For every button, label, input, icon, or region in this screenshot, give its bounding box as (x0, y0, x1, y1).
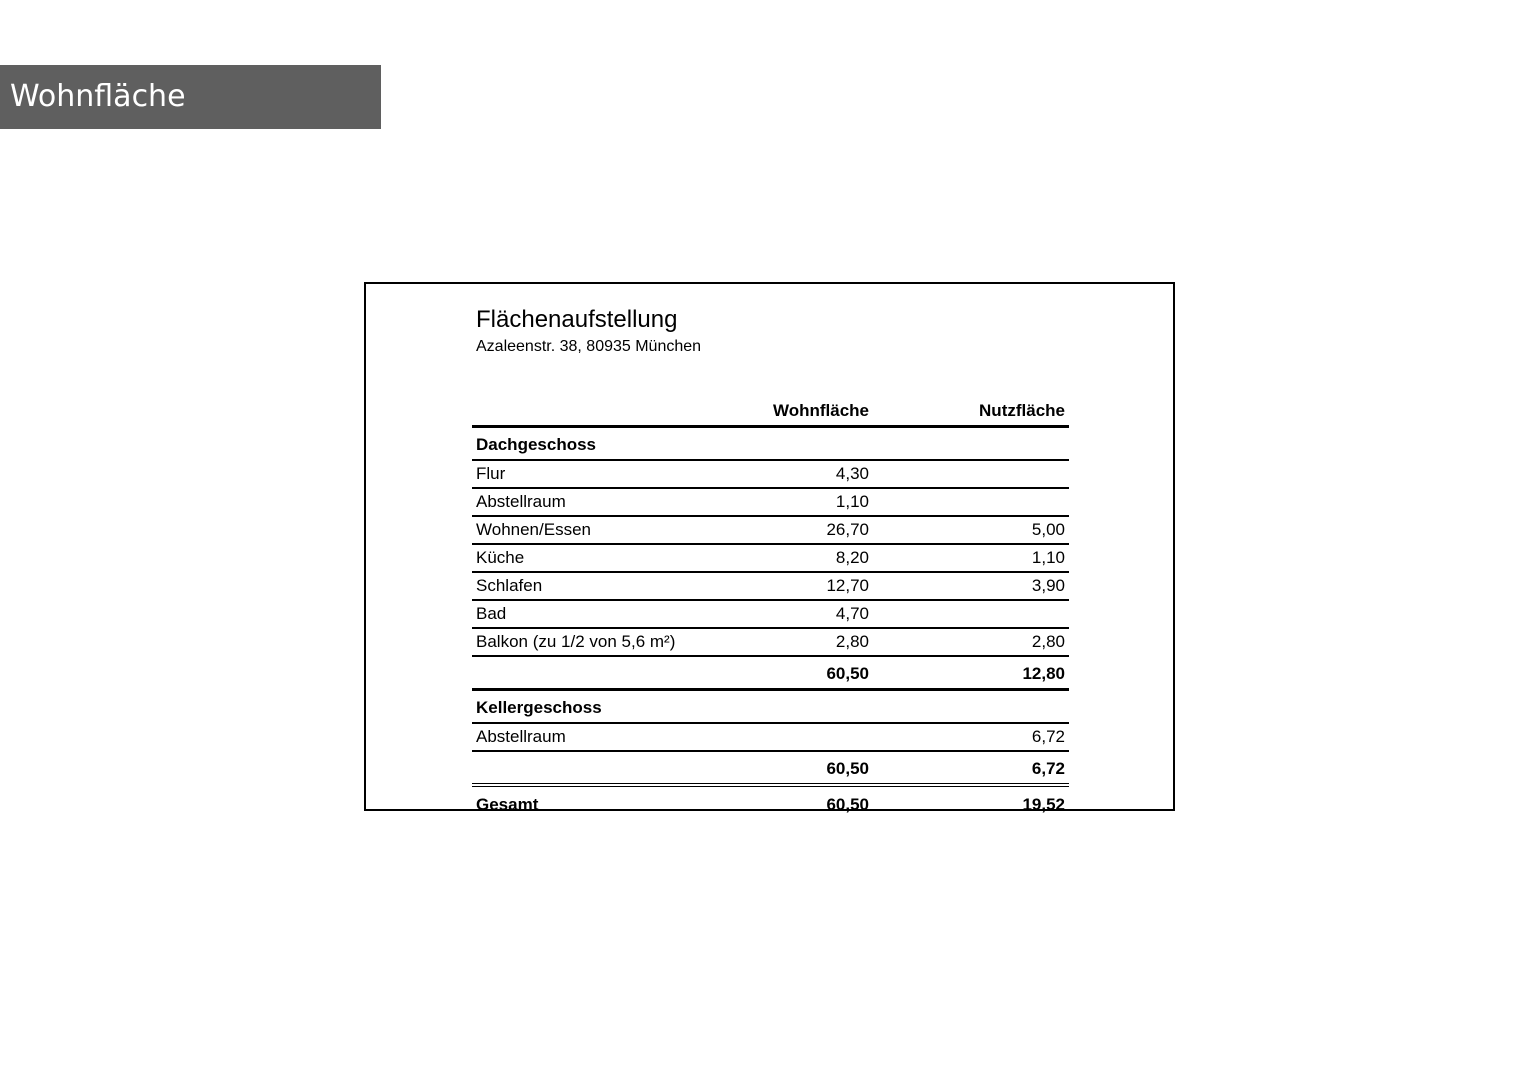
table-row (472, 489, 1069, 517)
table-row (472, 629, 1069, 657)
document-address: Azaleenstr. 38, 80935 München (476, 338, 702, 355)
section-label: Dachgeschoss (476, 435, 596, 454)
wohnflaeche-value: 26,70 (826, 520, 869, 539)
column-header-wohnflaeche: Wohnfläche (772, 401, 869, 420)
table-row (472, 461, 1069, 489)
room-label: Balkon (zu 1/2 von 5,6 m²) (476, 632, 676, 651)
table-header-row (472, 397, 1069, 428)
room-label: Abstellraum (476, 492, 566, 511)
wohnflaeche-value: 4,70 (835, 604, 869, 623)
section-heading-dachgeschoss (472, 428, 1069, 461)
room-label: Flur (476, 464, 506, 483)
total-label: Gesamt (476, 795, 539, 814)
wohnflaeche-value: 2,80 (835, 632, 869, 651)
wohnflaeche-value: 4,30 (835, 464, 869, 483)
subtotal-row-kellergeschoss (472, 752, 1069, 787)
area-table (472, 397, 1069, 817)
room-label: Küche (476, 548, 525, 567)
table-row (472, 545, 1069, 573)
total-wohnflaeche: 60,50 (826, 795, 869, 814)
section-label: Kellergeschoss (476, 698, 602, 717)
nutzflaeche-value: 3,90 (1031, 576, 1065, 595)
wohnflaeche-value: 8,20 (835, 548, 869, 567)
table-row (472, 517, 1069, 545)
nutzflaeche-value: 1,10 (1031, 548, 1065, 567)
section-heading-kellergeschoss (472, 691, 1069, 724)
subtotal-wohnflaeche: 60,50 (826, 664, 869, 683)
subtotal-nutzflaeche: 6,72 (1031, 759, 1065, 778)
total-nutzflaeche: 19,52 (1022, 795, 1065, 814)
room-label: Wohnen/Essen (476, 520, 591, 539)
wohnflaeche-value: 12,70 (826, 576, 869, 595)
document-title: Flächenaufstellung (476, 306, 678, 333)
nutzflaeche-value: 6,72 (1031, 727, 1065, 746)
table-row (472, 601, 1069, 629)
room-label: Abstellraum (476, 727, 566, 746)
column-header-nutzflaeche: Nutzfläche (979, 401, 1065, 420)
wohnflaeche-value: 1,10 (835, 492, 869, 511)
nutzflaeche-value: 5,00 (1031, 520, 1065, 539)
room-label: Schlafen (476, 576, 543, 595)
page-title: Wohnfläche (10, 79, 186, 114)
nutzflaeche-value: 2,80 (1031, 632, 1065, 651)
table-row (472, 573, 1069, 601)
subtotal-wohnflaeche: 60,50 (826, 759, 869, 778)
room-label: Bad (476, 604, 507, 623)
table-row (472, 724, 1069, 752)
subtotal-nutzflaeche: 12,80 (1022, 664, 1065, 683)
subtotal-row-dachgeschoss (472, 657, 1069, 691)
page-title-banner (0, 65, 381, 129)
document-frame (364, 282, 1175, 814)
total-row (472, 787, 1069, 817)
